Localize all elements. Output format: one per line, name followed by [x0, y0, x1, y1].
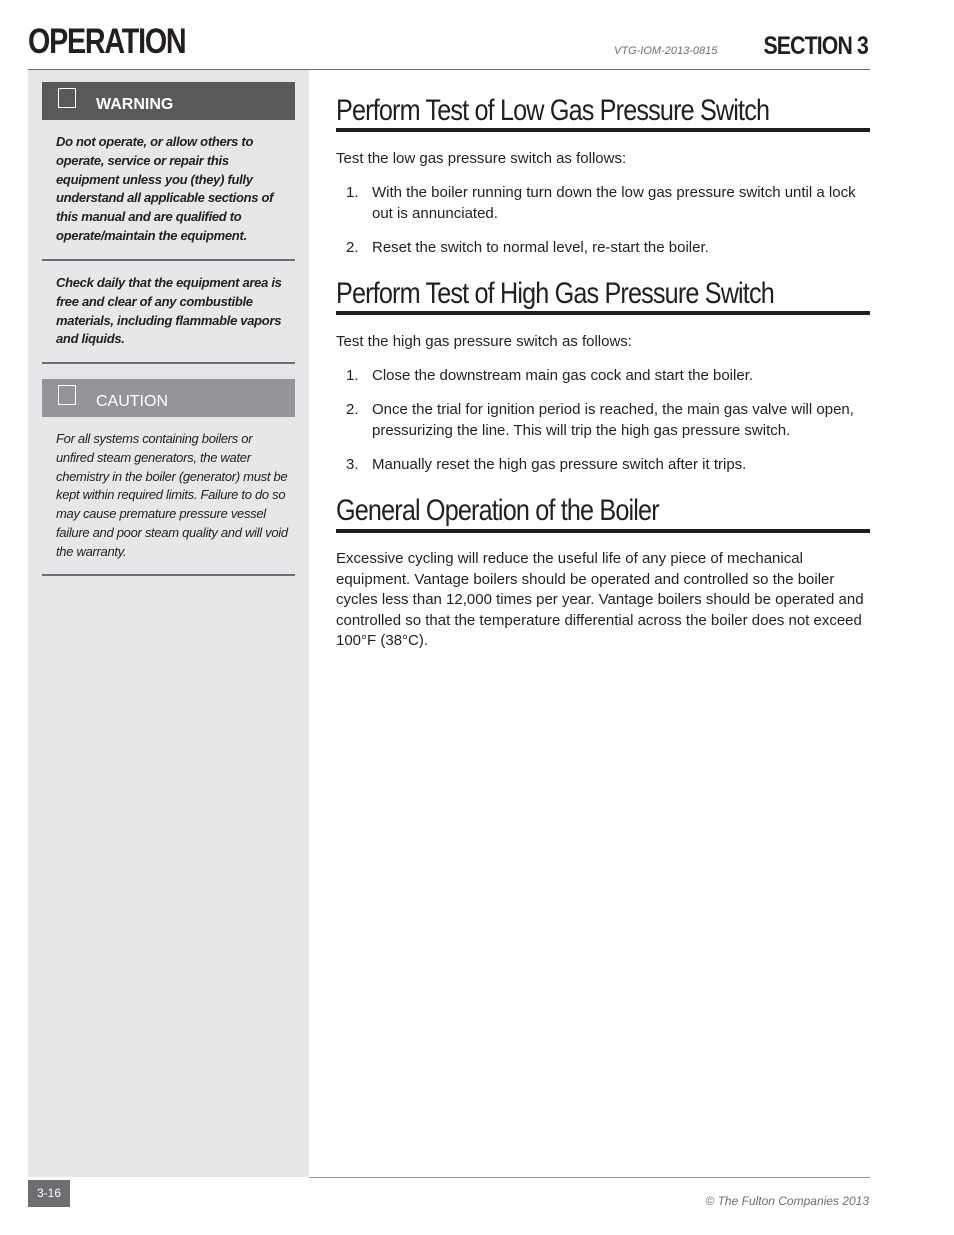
- list-number: 3.: [346, 456, 359, 473]
- warning-paragraph-2: Check daily that the equipment area is free and clear of any combustible materials, including flammable vapors and liquids.: [56, 275, 282, 347]
- list-text: Reset the switch to normal level, re-start the boiler.: [372, 239, 709, 256]
- heading-rule-general: [336, 529, 870, 533]
- heading-general-operation: General Operation of the Boiler: [336, 494, 659, 527]
- heading-high-gas-test: Perform Test of High Gas Pressure Switch: [336, 277, 774, 310]
- warning-label: WARNING: [96, 96, 174, 113]
- heading-low-gas-test: Perform Test of Low Gas Pressure Switch: [336, 94, 770, 127]
- page-number: 3-16: [28, 1180, 70, 1207]
- general-operation-paragraph: Excessive cycling will reduce the useful life of any piece of mechanical equipment. Vantage boilers should be operated and controlled so the boiler cycles less than 12,000 times per year. Vantage boilers should be operated and controlled so that the temperature differential across the boiler does not exceed 100°F (38°C).: [336, 550, 864, 649]
- heading-rule-high: [336, 311, 870, 315]
- caution-checkbox-icon: [58, 385, 76, 405]
- page-title: OPERATION: [28, 22, 186, 61]
- list-number: 1.: [346, 184, 359, 201]
- section-label: SECTION 3: [763, 32, 868, 60]
- list-text: Close the downstream main gas cock and start the boiler.: [372, 367, 754, 384]
- document-code: VTG-IOM-2013-0815: [614, 45, 718, 57]
- warning-divider-1: [42, 259, 295, 261]
- warning-checkbox-icon: [58, 88, 76, 108]
- list-number: 2.: [346, 239, 359, 256]
- copyright-text: © The Fulton Companies 2013: [705, 1194, 869, 1208]
- warning-paragraph-1: Do not operate, or allow others to operate, service or repair this equipment unless you (they) fully understand all applicable sections of this manual and are qualified to operate/maintain the equipment.: [56, 134, 274, 243]
- list-text: Once the trial for ignition period is reached, the main gas valve will open, pressurizing the line. This will trip the high gas pressure switch.: [372, 401, 854, 439]
- list-number: 1.: [346, 367, 359, 384]
- list-text: Manually reset the high gas pressure switch after it trips.: [372, 456, 747, 473]
- low-gas-intro: Test the low gas pressure switch as follows:: [336, 150, 627, 167]
- caution-header: [42, 379, 295, 417]
- caution-label: CAUTION: [96, 393, 168, 410]
- footer-divider: [309, 1177, 870, 1178]
- caution-divider: [42, 574, 295, 576]
- list-text: With the boiler running turn down the low gas pressure switch until a lock out is annunciated.: [372, 184, 856, 222]
- caution-paragraph: For all systems containing boilers or unfired steam generators, the water chemistry in the boiler (generator) must be kept within required limits. Failure to do so may cause premature pressure vessel failure and poor steam quality and will void the warranty.: [56, 431, 288, 559]
- heading-rule-low: [336, 128, 870, 132]
- warning-header: [42, 82, 295, 120]
- warning-divider-2: [42, 362, 295, 364]
- list-number: 2.: [346, 401, 359, 418]
- high-gas-intro: Test the high gas pressure switch as follows:: [336, 333, 632, 350]
